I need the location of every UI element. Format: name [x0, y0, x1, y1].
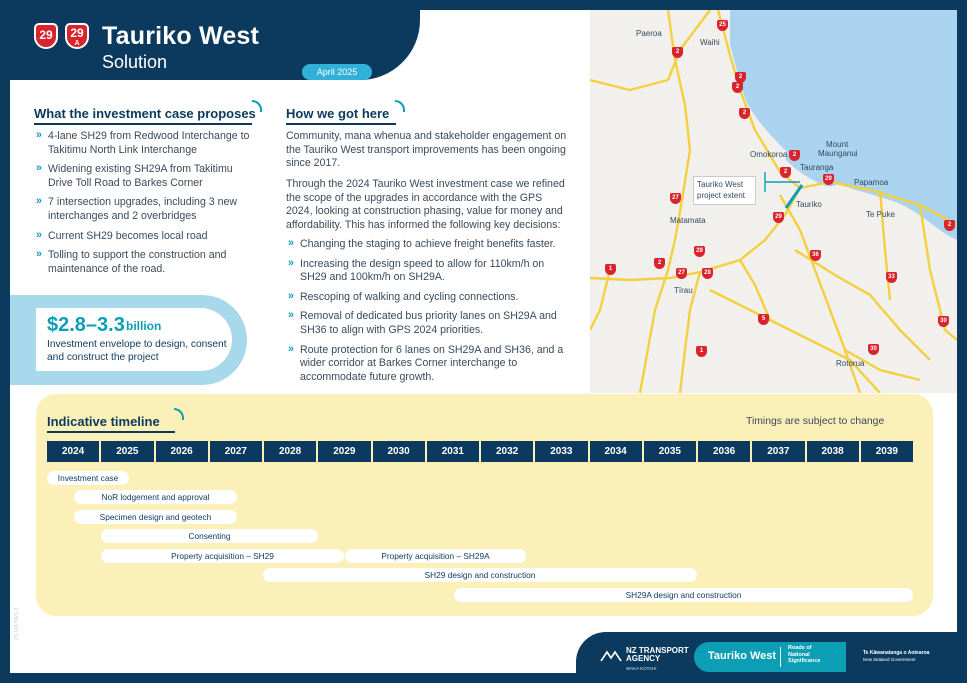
place-omokoroa: Omokoroa	[750, 150, 788, 159]
nzta-line-2: AGENCY	[626, 654, 661, 663]
year-cell: 2028	[264, 441, 316, 462]
year-cell: 2031	[427, 441, 479, 462]
govt-maori-name: Te Kāwanatanga o Aotearoa	[863, 650, 930, 656]
highway-shield-icon: 36	[810, 250, 821, 261]
sh29-shield-label: 29	[39, 28, 53, 42]
investment-case-hook	[252, 100, 262, 112]
highway-shield-icon: 28	[702, 268, 713, 279]
investment-case-heading: What the investment case proposes	[34, 106, 256, 121]
footer-divider	[780, 647, 781, 667]
task-investment-case: Investment case	[47, 471, 129, 485]
place-matamata: Matamata	[670, 216, 706, 225]
project-map	[590, 10, 957, 393]
investment-case-underline	[34, 123, 252, 125]
highway-shield-icon: 2	[732, 82, 743, 93]
place-mount: Mount	[826, 140, 849, 149]
page-title: Tauriko West	[102, 22, 260, 50]
list-item: » Changing the staging to achieve freight benefits faster.	[288, 238, 568, 252]
place-tirau: Tīrau	[674, 286, 693, 295]
year-cell: 2033	[535, 441, 587, 462]
callout-line-1: Tauriko West	[697, 180, 744, 189]
highway-shield-icon: 2	[780, 167, 791, 178]
highway-shield-icon: 2	[944, 220, 955, 231]
highway-shield-icon: 30	[868, 344, 879, 355]
govt-line-1	[863, 650, 929, 657]
task-sh29-construction: SH29 design and construction	[263, 568, 697, 582]
timeline-panel	[36, 394, 933, 616]
cost-description: Investment envelope to design, consent and construct the project	[47, 339, 227, 363]
highway-shield-icon: 5	[758, 314, 769, 325]
cost-unit: billion	[126, 319, 162, 333]
year-cell: 2024	[47, 441, 99, 462]
place-waihi: Waihi	[700, 38, 720, 47]
task-nor-lodgement: NoR lodgement and approval	[74, 490, 237, 504]
task-property-sh29a: Property acquisition – SH29A	[345, 549, 526, 563]
how-decisions-list	[288, 238, 568, 390]
highway-shield-icon: 27	[670, 193, 681, 204]
nzta-logo-icon	[600, 650, 622, 662]
list-item: » Widening existing SH29A from Takitimu Drive Toll Road to Barkes Corner	[36, 163, 258, 190]
list-item: » Removal of dedicated bus priority lanes on SH29A and SH36 to align with GPS 2024 priorities.	[288, 310, 568, 337]
highway-shield-icon: 1	[605, 264, 616, 275]
how-underline	[286, 123, 396, 125]
rons-line-1: Roads of	[788, 645, 812, 651]
task-sh29a-construction: SH29A design and construction	[454, 588, 913, 602]
sh29a-shield-suffix: A	[74, 40, 80, 47]
place-paeroa: Paeroa	[636, 29, 662, 38]
year-cell: 2039	[861, 441, 913, 462]
place-te-puke: Te Puke	[866, 210, 895, 219]
nz-government-logo	[863, 650, 929, 662]
place-tauranga: Tauranga	[800, 163, 834, 172]
sh29-shield-icon	[34, 23, 58, 49]
highway-shield-icon: 27	[676, 268, 687, 279]
footer-project-name: Tauriko West	[708, 650, 777, 662]
highway-shield-icon: 2	[654, 258, 665, 269]
year-cell: 2034	[590, 441, 642, 462]
how-paragraph-2: Through the 2024 Tauriko West investment case we refined the scope of the upgrades in accordance with the GPS 2024, looking at construction phasing, value for money and affordability. This has informed the following key decisions:	[286, 178, 565, 231]
timeline-note: Timings are subject to change	[746, 416, 885, 427]
place-rotorua: Rotorua	[836, 359, 865, 368]
govt-line-2: New Zealand Government	[863, 656, 916, 662]
highway-shield-icon: 29	[694, 246, 705, 257]
project-extent-callout	[693, 176, 756, 205]
nzta-wordmark	[626, 647, 689, 663]
date-badge: April 2025	[302, 64, 372, 80]
timeline-years	[47, 441, 913, 462]
list-item: » Rescoping of walking and cycling connections.	[288, 291, 568, 305]
year-cell: 2035	[644, 441, 696, 462]
rons-line-3: Significance	[788, 658, 821, 664]
document-reference: 25-145 TWS 2	[14, 607, 20, 640]
map-graphic	[590, 10, 957, 393]
page-subtitle: Solution	[102, 52, 168, 72]
timeline-title: Indicative timeline	[47, 414, 160, 429]
list-item: » Increasing the design speed to allow for 110km/h on SH29 and 100km/h on SH29A.	[288, 258, 568, 285]
highway-shield-icon: 2	[672, 47, 683, 58]
how-paragraph-1: Community, mana whenua and stakeholder engagement on the Tauriko West transport improvements has been ongoing since 2017.	[286, 130, 567, 170]
info-sheet	[10, 10, 957, 673]
sh29a-shield-label: 29	[70, 26, 84, 40]
place-maunganui: Maunganui	[818, 149, 858, 158]
place-tauriko: Tauriko	[796, 200, 822, 209]
task-property-sh29: Property acquisition – SH29	[101, 549, 344, 563]
year-cell: 2032	[481, 441, 533, 462]
year-cell: 2026	[156, 441, 208, 462]
investment-case-list	[36, 130, 258, 282]
how-heading: How we got here	[286, 106, 390, 121]
year-cell: 2030	[373, 441, 425, 462]
highway-shield-icon: 2	[735, 72, 746, 83]
year-cell: 2038	[807, 441, 859, 462]
cost-amount: $2.8–3.3	[47, 314, 125, 336]
callout-line-2: project extent	[697, 191, 746, 200]
year-cell: 2036	[698, 441, 750, 462]
highway-shield-icon: 2	[789, 150, 800, 161]
highway-shield-icon: 33	[886, 272, 897, 283]
year-cell: 2025	[101, 441, 153, 462]
year-cell: 2037	[752, 441, 804, 462]
nzta-subtitle: WAKA KOTAHI	[626, 666, 657, 671]
highway-shield-icon: 30	[938, 316, 949, 327]
year-cell: 2029	[318, 441, 370, 462]
highway-shield-icon: 1	[696, 346, 707, 357]
nzta-line-1: NZ TRANSPORT	[626, 646, 689, 655]
list-item: » Route protection for 6 lanes on SH29A and SH36, and a wider corridor at Barkes Corner interchange to accommodate future growth.	[288, 344, 568, 385]
list-item: » Current SH29 becomes local road	[36, 230, 258, 244]
place-papamoa: Papamoa	[854, 178, 889, 187]
list-item: » 7 intersection upgrades, including 3 new interchanges and 2 overbridges	[36, 196, 258, 223]
task-specimen-design: Specimen design and geotech	[74, 510, 237, 524]
list-item: » 4-lane SH29 from Redwood Interchange to Takitimu North Link Interchange	[36, 130, 258, 157]
timeline-underline	[47, 431, 175, 433]
rons-label	[788, 645, 820, 665]
rons-line-2: National	[788, 651, 810, 658]
highway-shield-icon: 29	[823, 174, 834, 185]
year-cell: 2027	[210, 441, 262, 462]
task-consenting: Consenting	[101, 529, 318, 543]
sh29a-shield-icon	[65, 23, 89, 49]
highway-shield-icon: 29	[773, 212, 784, 223]
highway-shield-icon: 2	[739, 108, 750, 119]
highway-shield-icon: 25	[717, 20, 728, 31]
list-item: » Tolling to support the construction and maintenance of the road.	[36, 249, 258, 276]
how-hook	[395, 100, 405, 112]
